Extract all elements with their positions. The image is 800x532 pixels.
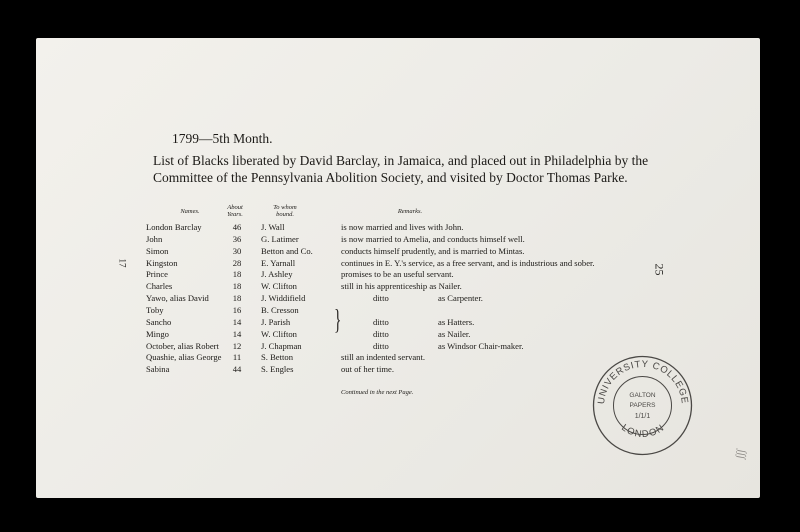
row-remark: continues in E. Y.'s service, as a free servant, and is industrious and sober. <box>341 258 595 268</box>
margin-number-left: 17 <box>117 258 128 268</box>
row-age: 44 <box>232 364 242 374</box>
row-remark: conducts himself prudently, and is married to Mintas. <box>341 246 525 256</box>
row-age: 12 <box>232 341 242 351</box>
document-heading: List of Blacks liberated by David Barclay, in Jamaica, and placed out in Philadelphia by the Committee of the Pennsylvania Abolition Society, and visited by Doctor Thomas Parke. <box>153 153 649 185</box>
row-remark: ditto <box>373 341 389 351</box>
row-remark: ditto <box>373 329 389 339</box>
stamp-bottom-text: LONDON <box>619 422 667 441</box>
stamp-center-line-1: GALTON <box>629 392 656 399</box>
row-name: Quashie, alias George <box>146 352 222 362</box>
margin-number-right: 25 <box>652 263 667 276</box>
pencil-annotation: ∫∫∫ <box>733 448 748 460</box>
row-name: John <box>146 234 163 244</box>
row-bound: J. Parish <box>261 317 291 327</box>
stamp-top-text: UNIVERSITY COLLEGE <box>595 358 691 405</box>
row-trade: as Windsor Chair-maker. <box>438 341 524 351</box>
continued-note: Continued in the next Page. <box>341 389 414 396</box>
university-stamp <box>591 354 694 457</box>
row-age: 18 <box>232 281 242 291</box>
row-age: 14 <box>232 329 242 339</box>
row-bound: W. Clifton <box>261 329 297 339</box>
row-bound: E. Yarnall <box>261 258 296 268</box>
row-trade: as Hatters. <box>438 317 475 327</box>
row-bound: G. Latimer <box>261 234 299 244</box>
row-age: 18 <box>232 269 242 279</box>
row-name: Prince <box>146 269 168 279</box>
row-name: Charles <box>146 281 173 291</box>
row-bound: J. Chapman <box>261 341 302 351</box>
row-bound: J. Ashley <box>261 269 293 279</box>
row-name: Kingston <box>146 258 178 268</box>
row-age: 11 <box>232 352 242 362</box>
row-name: October, alias Robert <box>146 341 219 351</box>
column-header-years: About Years. <box>227 204 243 218</box>
row-bound: J. Wall <box>261 222 285 232</box>
row-age: 36 <box>232 234 242 244</box>
stamp-center-line-3: 1/1/1 <box>634 413 651 420</box>
column-header-remarks: Remarks. <box>397 208 423 215</box>
row-remark: promises to be an useful servant. <box>341 269 454 279</box>
row-bound: W. Clifton <box>261 281 297 291</box>
row-age: 46 <box>232 222 242 232</box>
row-bound: S. Betton <box>261 352 293 362</box>
row-bound: B. Cresson <box>261 305 299 315</box>
row-remark: ditto <box>373 293 389 303</box>
row-bound: J. Widdifield <box>261 293 306 303</box>
stamp-center-line-2: PAPERS <box>629 402 656 409</box>
row-name: London Barclay <box>146 222 202 232</box>
row-name: Yawo, alias David <box>146 293 209 303</box>
row-remark: out of her time. <box>341 364 394 374</box>
row-remark: still an indented servant. <box>341 352 426 362</box>
row-age: 14 <box>232 317 242 327</box>
row-remark: ditto <box>373 317 389 327</box>
row-age: 28 <box>232 258 242 268</box>
row-trade: as Carpenter. <box>438 293 483 303</box>
row-name: Toby <box>146 305 164 315</box>
row-trade: as Nailer. <box>438 329 471 339</box>
row-remark: is now married to Amelia, and conducts himself well. <box>341 234 525 244</box>
row-name: Simon <box>146 246 169 256</box>
row-bound: Betton and Co. <box>261 246 313 256</box>
row-bound: S. Engles <box>261 364 294 374</box>
row-remark: is now married and lives with John. <box>341 222 464 232</box>
column-header-bound: To whom bound. <box>273 204 297 218</box>
brace-mark: } <box>334 305 342 336</box>
column-header-names: Names. <box>180 208 200 215</box>
row-age: 16 <box>232 305 242 315</box>
row-name: Mingo <box>146 329 169 339</box>
row-name: Sabina <box>146 364 170 374</box>
row-remark: still in his apprenticeship as Nailer. <box>341 281 462 291</box>
document-date: 1799—5th Month. <box>172 131 273 146</box>
row-age: 30 <box>232 246 242 256</box>
row-name: Sancho <box>146 317 172 327</box>
row-age: 18 <box>232 293 242 303</box>
